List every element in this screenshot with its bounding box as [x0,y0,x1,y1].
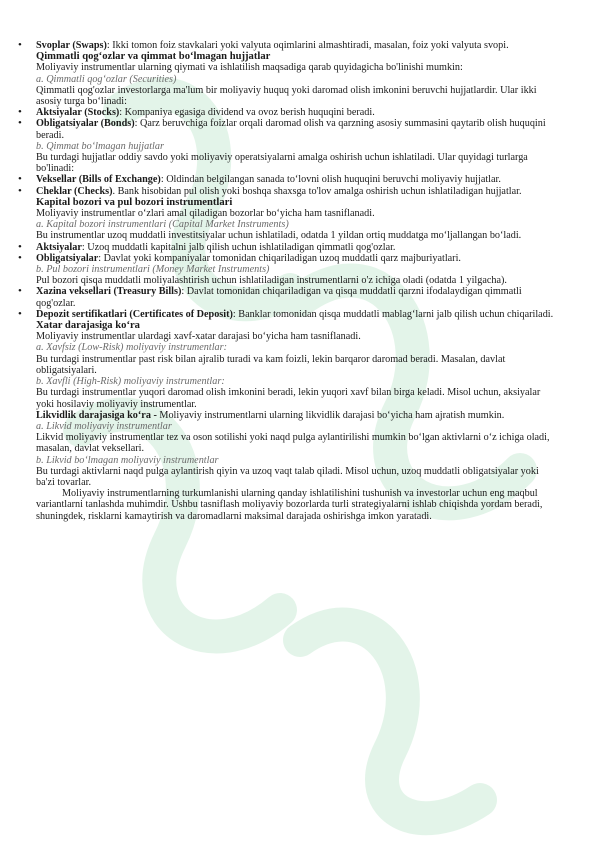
bullet-text: : Uzoq muddatli kapitalni jalb qilish uchun ishlatiladigan qimmatli qog'ozlar. [81,241,396,253]
bullet-text: : Davlat yoki kompaniyalar tomonidan chiqariladigan uzoq muddatli qarz majburiyatlari. [98,252,461,264]
bullet-term: Obligatsiyalar (Bonds) [36,118,135,130]
bullet-item [18,174,558,185]
paragraph: Pul bozori qisqa muddatli moliyalashtirish uchun ishlatiladigan instrumentlarni o'z ichiga oladi (odatda 1 yilgacha). [36,275,507,287]
section-heading: Kapital bozori va pul bozori instrumentlari [36,196,233,208]
bullet-text: . Bank hisobidan pul olish yoki boshqa shaxsga to'lov amalga oshirish uchun ishlatiladigan hujjatlar. [112,185,522,197]
bullet-item [18,253,558,264]
bullet-item [18,286,558,308]
section-heading: Xatar darajasiga ko‘ra [36,320,140,332]
paragraph: Likvid moliyaviy instrumentlar tez va oson sotilishi yoki naqd pulga aylantirilishi mumkin bo‘lgan aktivlarni o‘z ichiga oladi, masalan, davlat veksellari. [36,432,550,455]
bullet-term: Cheklar (Checks) [36,185,113,197]
subsection-label: a. Likvid moliyaviy instrumentlar [36,420,172,432]
closing-paragraph: Moliyaviy instrumentlarning turkumlanishi ularning qanday ishlatilishini tushunish va investorlar uchun eng maqbul variantlarni tanlashda muhimdir. Ushbu tasniflash moliyaviy bozorlarda turli strategiyalarni ishlab chiqishda yordam beradi, shuningdek, risklarni kamaytirish va daromadlarni maksimal darajada oshirishga imkon yaratadi. [36,488,543,522]
document-body [18,40,558,522]
bullet-text: : Davlat tomonidan chiqariladigan va qisqa muddatli qarzni ifodalaydigan qimmatli qog'ozlar. [36,286,522,309]
heading-paragraph [18,410,558,421]
bullet-text: : Qarz beruvchiga foizlar orqali daromad olish va qarzning asosiy summasini qaytarib olish huquqini beradi. [36,118,546,141]
paragraph: Moliyaviy instrumentlar o‘zlari amal qiladigan bozorlar bo‘yicha ham tasniflanadi. [36,208,375,220]
subsection-label: a. Kapital bozori instrumentlari (Capital Market Instruments) [36,219,289,231]
bullet-item [18,107,558,118]
inline-heading: Likvidlik darajasiga ko‘ra - [36,409,157,421]
paragraph: Bu instrumentlar uzoq muddatli investitsiyalar uchun ishlatiladi, odatda 1 yildan ortiq muddatga mo‘ljallangan bo‘ladi. [36,230,522,242]
bullet-item [18,242,558,253]
bullet-text: : Kompaniya egasiga dividend va ovoz berish huquqini beradi. [119,107,375,119]
bullet-term: Depozit sertifikatlari (Certificates of Deposit) [36,308,233,320]
paragraph: Qimmatli qog'ozlar investorlarga ma'lum bir moliyaviy huquq yoki daromad olish imkonini beruvchi hujjatlardir. Ular ikki asosiy turga bo‘linadi: [36,84,537,108]
subsection-label: b. Qimmat bo‘lmagan hujjatlar [36,140,164,152]
bullet-item [18,186,558,197]
subsection-label: b. Pul bozori instrumentlari (Money Market Instruments) [36,264,270,276]
paragraph: Bu turdagi aktivlarni naqd pulga aylantirish qiyin va uzoq vaqt talab qiladi. Misol uchun, uzoq muddatli obligatsiyalar yoki ba'zi tovarlar. [36,465,539,488]
paragraph-text: Moliyaviy instrumentlarni ularning likvidlik darajasi bo‘yicha ham ajratish mumkin. [156,409,505,421]
section-heading: Qimmatli qog‘ozlar va qimmat bo‘lmagan hujjatlar [36,51,271,63]
paragraph: Moliyaviy instrumentlar ularning qiymati va ishlatilish maqsadiga qarab quyidagicha bo'linishi mumkin: [36,62,463,74]
bullet-text: : Oldindan belgilangan sanada to‘lovni olish huquqini beruvchi moliyaviy hujjatlar. [160,174,501,186]
subsection-label: b. Xavfli (High-Risk) moliyaviy instrumentlar: [36,376,225,388]
subsection-label: b. Likvid bo‘lmagan moliyaviy instrumentlar [36,454,219,466]
bullet-item [18,118,558,140]
bullet-term: Veksellar (Bills of Exchange) [36,174,161,186]
bullet-text: : Banklar tomonidan qisqa muddatli mablag‘larni jalb qilish uchun chiqariladi. [232,308,554,320]
paragraph: Moliyaviy instrumentlar ulardagi xavf-xatar darajasi bo‘yicha ham tasniflanadi. [36,331,361,343]
bullet-term: Aktsiyalar [36,241,82,253]
bullet-term: Aktsiyalar (Stocks) [36,107,120,119]
paragraph: Bu turdagi instrumentlar yuqori daromad olish imkonini beradi, lekin yuqori xavf bilan birga keladi. Misol uchun, aksiyalar yoki hosilaviy moliyaviy instrumentlar. [36,387,541,410]
paragraph: Bu turdagi hujjatlar oddiy savdo yoki moliyaviy operatsiyalarni amalga oshirish uchun ishlatiladi. Ular quyidagi turlarga bo'linadi: [36,152,528,175]
paragraph: Bu turdagi instrumentlar past risk bilan ajralib turadi va kam foizli, lekin barqaror daromad beradi. Masalan, davlat obligatsiyalari. [36,353,506,376]
bullet-item [18,309,558,320]
subsection-label: a. Xavfsiz (Low-Risk) moliyaviy instrumentlar: [36,342,227,354]
bullet-item [18,40,558,51]
bullet-text: : Ikki tomon foiz stavkalari yoki valyuta oqimlarini almashtiradi, masalan, foiz yoki valyuta svopi. [106,40,509,51]
bullet-term: Svoplar (Swaps) [36,40,107,51]
bullet-term: Xazina veksellari (Treasury Bills) [36,286,182,298]
subsection-label: a. Qimmatli qog‘ozlar (Securities) [36,73,177,85]
bullet-term: Obligatsiyalar [36,252,99,264]
